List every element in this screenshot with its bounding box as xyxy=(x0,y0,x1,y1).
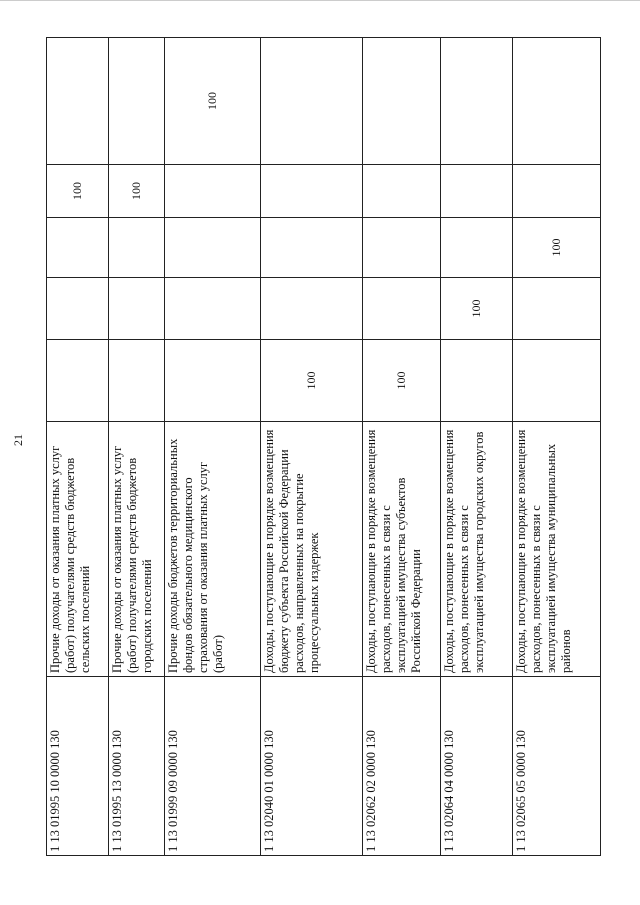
value-cell: 100 xyxy=(513,218,601,278)
value-cell xyxy=(165,165,261,218)
revenue-name: Доходы, поступающие в порядке возмещения расходов, понесенных в связи с эксплуатацией имущества субъектов Российской Федерации xyxy=(363,422,441,677)
revenue-code: 1 13 01995 10 0000 130 xyxy=(47,677,109,856)
value-cell: 100 xyxy=(261,340,363,422)
revenue-code: 1 13 02040 01 0000 130 xyxy=(261,677,363,856)
value-cell: 100 xyxy=(363,340,441,422)
value-cell: 100 xyxy=(441,278,513,340)
revenue-code: 1 13 02065 05 0000 130 xyxy=(513,677,601,856)
budget-revenue-table xyxy=(46,37,601,856)
value-cell xyxy=(513,38,601,165)
revenue-code: 1 13 02062 02 0000 130 xyxy=(363,677,441,856)
value-cell xyxy=(47,278,109,340)
value-cell xyxy=(363,218,441,278)
table-row xyxy=(363,38,441,856)
scan-top-edge xyxy=(0,0,640,1)
revenue-code: 1 13 01995 13 0000 130 xyxy=(109,677,165,856)
value-cell xyxy=(513,340,601,422)
value-cell xyxy=(109,218,165,278)
table-row xyxy=(261,38,363,856)
table-row xyxy=(47,38,109,856)
value-cell xyxy=(363,38,441,165)
value-cell xyxy=(441,218,513,278)
value-cell xyxy=(261,165,363,218)
rotated-page xyxy=(46,38,600,856)
revenue-name: Прочие доходы бюджетов территориальных фондов обязательного медицинского страхования от оказания платных услуг (работ) xyxy=(165,422,261,677)
value-cell: 100 xyxy=(109,165,165,218)
value-cell xyxy=(47,340,109,422)
value-cell xyxy=(109,38,165,165)
value-cell xyxy=(363,165,441,218)
value-cell xyxy=(165,278,261,340)
value-cell xyxy=(441,165,513,218)
value-cell: 100 xyxy=(165,38,261,165)
value-cell xyxy=(109,278,165,340)
table-row xyxy=(165,38,261,856)
value-cell: 100 xyxy=(47,165,109,218)
value-cell xyxy=(441,38,513,165)
value-cell xyxy=(261,278,363,340)
value-cell xyxy=(261,218,363,278)
revenue-name: Прочие доходы от оказания платных услуг (работ) получателями средств бюджетов городских поселений xyxy=(109,422,165,677)
table-row xyxy=(441,38,513,856)
revenue-code: 1 13 01999 09 0000 130 xyxy=(165,677,261,856)
value-cell xyxy=(261,38,363,165)
value-cell xyxy=(363,278,441,340)
revenue-name: Прочие доходы от оказания платных услуг (работ) получателями средств бюджетов сельских поселений xyxy=(47,422,109,677)
revenue-code: 1 13 02064 04 0000 130 xyxy=(441,677,513,856)
value-cell xyxy=(513,165,601,218)
value-cell xyxy=(47,218,109,278)
value-cell xyxy=(165,340,261,422)
table-row xyxy=(513,38,601,856)
revenue-name: Доходы, поступающие в порядке возмещения расходов, понесенных в связи с эксплуатацией имущества муниципальных районов xyxy=(513,422,601,677)
revenue-name: Доходы, поступающие в порядке возмещения бюджету субъекта Российской Федерации расходов, направленных на покрытие процессуальных издержек xyxy=(261,422,363,677)
value-cell xyxy=(165,218,261,278)
revenue-name: Доходы, поступающие в порядке возмещения расходов, понесенных в связи с эксплуатацией имущества городских округов xyxy=(441,422,513,677)
value-cell xyxy=(441,340,513,422)
value-cell xyxy=(513,278,601,340)
value-cell xyxy=(109,340,165,422)
table-row xyxy=(109,38,165,856)
value-cell xyxy=(47,38,109,165)
